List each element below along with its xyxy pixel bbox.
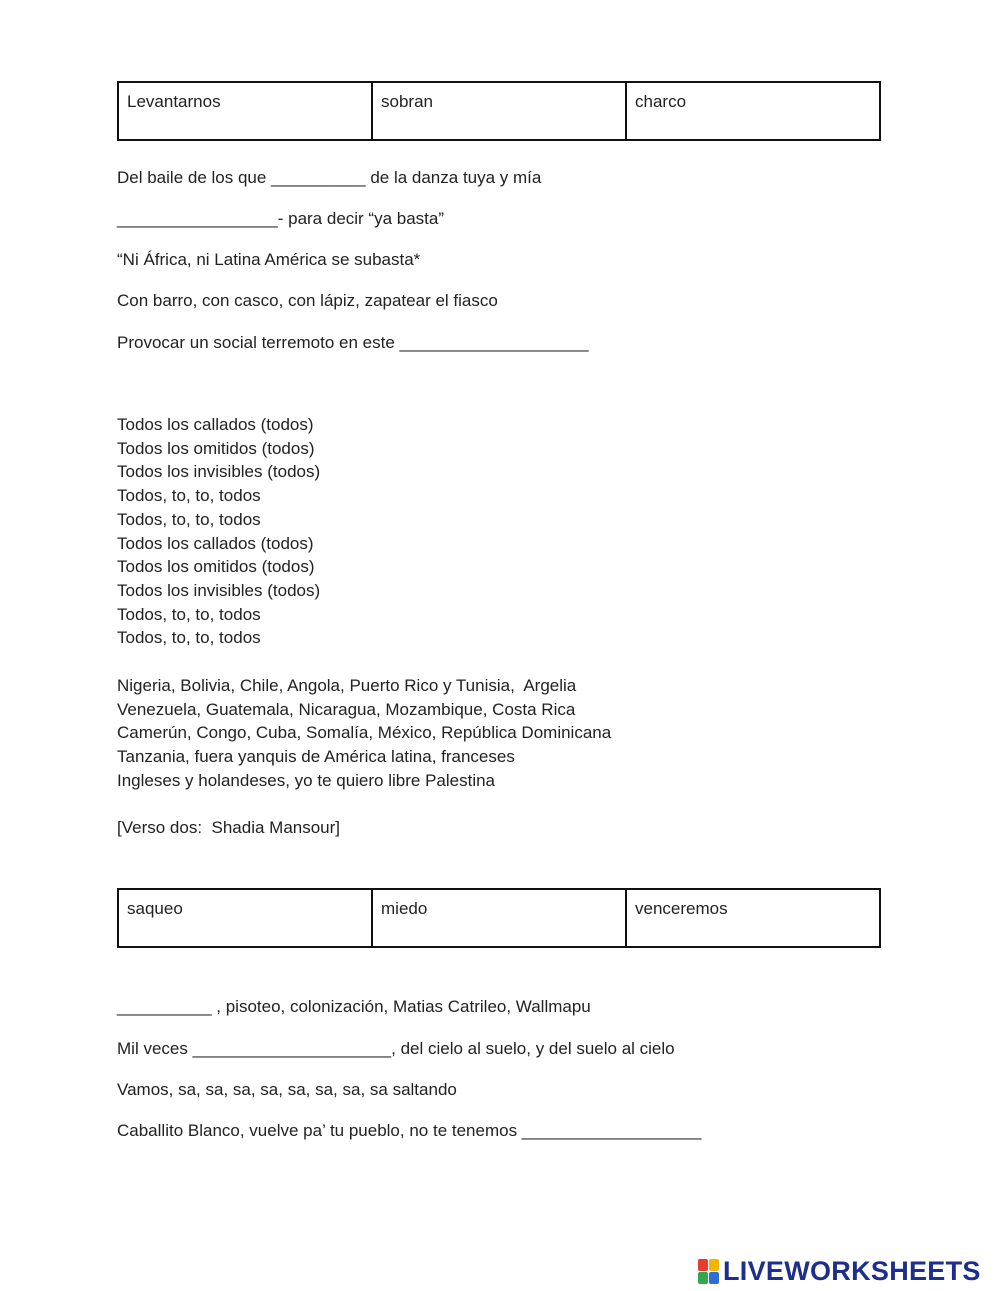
liveworksheets-logo <box>698 1256 981 1286</box>
chorus-line: Todos, to, to, todos <box>117 486 261 506</box>
section-label: [Verso dos: Shadia Mansour] <box>117 818 341 837</box>
countries-line: Camerún, Congo, Cuba, Somalía, México, República Dominicana <box>117 723 612 743</box>
logo-mark-square <box>698 1259 708 1271</box>
lyric-line-fill-blank: Provocar un social terremoto en este ____________________ <box>117 333 589 352</box>
word-bank-cell: sobran <box>372 82 626 140</box>
word-bank-cell: Levantarnos <box>118 82 372 140</box>
word-bank-cell: venceremos <box>626 889 880 947</box>
word-bank-cell: miedo <box>372 889 626 947</box>
lyric-line-fill-blank: _________________- para decir “ya basta” <box>117 209 445 228</box>
countries-line: Tanzania, fuera yanquis de América latina, franceses <box>117 747 515 767</box>
logo-mark-icon <box>698 1259 719 1284</box>
lyric-line-fill-blank: Caballito Blanco, vuelve pa’ tu pueblo, no te tenemos ___________________ <box>117 1121 702 1140</box>
chorus-line: Todos los omitidos (todos) <box>117 438 315 458</box>
word-bank-cell: charco <box>626 82 880 140</box>
lyric-line: Con barro, con casco, con lápiz, zapatear el fiasco <box>117 291 498 310</box>
countries-line: Ingleses y holandeses, yo te quiero libre Palestina <box>117 770 496 790</box>
chorus-line: Todos, to, to, todos <box>117 604 261 624</box>
word-bank-row <box>118 889 880 947</box>
chorus-line: Todos, to, to, todos <box>117 628 261 648</box>
chorus-line: Todos los invisibles (todos) <box>117 580 321 600</box>
logo-mark-square <box>709 1259 719 1271</box>
logo-mark-square <box>709 1272 719 1284</box>
chorus-line: Todos los callados (todos) <box>117 415 314 434</box>
word-bank-table-1 <box>117 81 881 141</box>
countries-block <box>117 674 611 793</box>
logo-mark-square <box>698 1272 708 1284</box>
lyric-line: “Ni África, ni Latina América se subasta* <box>117 250 421 269</box>
chorus-line: Todos los omitidos (todos) <box>117 557 315 577</box>
lyric-line-fill-blank: Del baile de los que __________ de la danza tuya y mía <box>117 168 542 187</box>
countries-line: Nigeria, Bolivia, Chile, Angola, Puerto Rico y Tunisia, Argelia <box>117 676 577 695</box>
logo-text: LIVEWORKSHEETS <box>723 1255 981 1286</box>
word-bank-row <box>118 82 880 140</box>
chorus-line: Todos los callados (todos) <box>117 533 314 553</box>
chorus-line: Todos, to, to, todos <box>117 509 261 529</box>
lyric-line-fill-blank: Mil veces _____________________, del cielo al suelo, y del suelo al cielo <box>117 1039 675 1058</box>
word-bank-cell: saqueo <box>118 889 372 947</box>
countries-line: Venezuela, Guatemala, Nicaragua, Mozambique, Costa Rica <box>117 699 576 719</box>
word-bank-table-2 <box>117 888 881 948</box>
lyric-line-fill-blank: __________ , pisoteo, colonización, Matias Catrileo, Wallmapu <box>117 997 591 1016</box>
chorus-line: Todos los invisibles (todos) <box>117 462 321 482</box>
lyric-line: Vamos, sa, sa, sa, sa, sa, sa, sa, sa saltando <box>117 1080 457 1099</box>
chorus-block <box>117 413 320 650</box>
